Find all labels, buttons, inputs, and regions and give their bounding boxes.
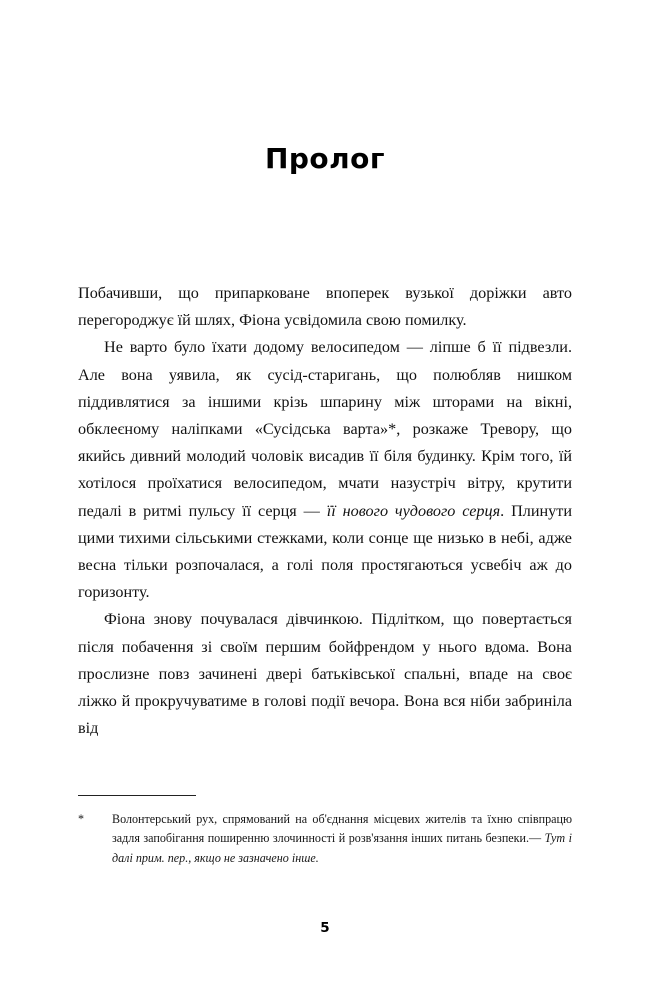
footnote-text-plain: Волонтерський рух, спрямований на об'єднання місцевих жителів та їхню співпрацю задля запобігання поширенню злочинності й розв'язання інших питань безпеки.— (112, 812, 572, 846)
paragraph-3: Фіона знову почувалася дівчинкою. Підлітком, що повертається після побачення зі своїм першим бойфрендом у нього вдома. Вона прослизне повз зачинені двері батьківської спальні, впаде на своє ліжко й прокручуватиме в голові події вечора. Вона вся ніби забриніла від (78, 610, 572, 738)
footnote (78, 810, 572, 868)
footnote-marker: * (78, 812, 85, 826)
footnote-text-italic: Тут і далі прим. пер., якщо не зазначено інше. (112, 831, 573, 865)
footnote-reference[interactable]: * (388, 420, 397, 439)
emphasis-text: її нового чудового серця (326, 501, 501, 520)
footnote-divider (78, 795, 196, 796)
footnote-text (112, 810, 572, 868)
paragraph-1: Побачивши, що припарковане впоперек вузької доріжки авто перегороджує їй шлях, Фіона усвідомила свою помилку. (78, 284, 572, 330)
footnote-area (78, 795, 572, 868)
paragraph-2: Не варто було їхати додому велосипедом — ліпше б її підвезли. Але вона уявила, як сусід-старигань, що полюбляв нишком піддивлятися за іншими крізь шпарину між шторами на вікні, обклеєному наліпками «Сусідська варта»*, розкаже Тревору, що якийсь дивний молодий чоловік висадив її біля будинку. Крім того, їй хотілося проїхатися велосипедом, мчати назустріч вітру, крутити педалі в ритмі пульсу її серця — її нового чудового серця. Плинути цими тихими сільськими стежками, коли сонце ще низько в небі, адже весна тільки розпочалася, а голі поля простягаються усвебіч аж до горизонту. (78, 338, 572, 602)
body-text (78, 280, 572, 742)
page-title: Пролог (264, 142, 386, 175)
page-number: 5 (320, 920, 330, 936)
